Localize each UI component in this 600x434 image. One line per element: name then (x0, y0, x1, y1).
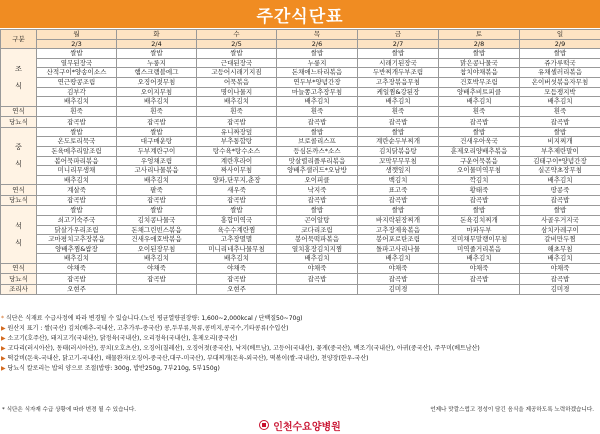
diet-cell: 흰죽 (277, 106, 358, 117)
menu-cell: 온이버섯볶음자무침 (520, 77, 600, 87)
diet-cell: 잡곡밥 (439, 195, 520, 206)
header-date: 2/5 (197, 39, 277, 49)
menu-body (1, 49, 600, 295)
menu-cell: 배추김치 (358, 97, 439, 107)
note-line (1, 324, 599, 334)
diet-cell: 잡곡밥 (277, 117, 358, 128)
menu-cell: 두반찌개두부조림 (358, 68, 439, 78)
menu-cell: 배추김치 (439, 97, 520, 107)
menu-row (1, 137, 600, 147)
footer-message: 언제나 맛깔스럽고 정성이 담긴 음식을 제공하도록 노력하겠습니다. (430, 407, 594, 413)
menu-cell: 어묵볶음 (197, 77, 277, 87)
menu-row (1, 127, 600, 137)
menu-row (1, 254, 600, 264)
menu-cell: 돌파고사리나물 (358, 244, 439, 254)
diet-cell: 잡곡밥 (197, 274, 277, 285)
menu-cell: 오이지무침 (117, 87, 197, 97)
diet-cell: 계살죽 (37, 185, 117, 196)
row-category: 연식 (1, 106, 37, 117)
diet-cell: 잡곡밥 (37, 117, 117, 128)
diet-cell: 흰죽 (117, 106, 197, 117)
menu-cell: 쌀밥 (358, 206, 439, 216)
diet-cell: 잡곡밥 (197, 117, 277, 128)
row-category: 당뇨식 (1, 274, 37, 285)
diet-cell: 야채죽 (520, 263, 600, 274)
diet-cell: 야채죽 (37, 263, 117, 274)
special-diet-row (1, 195, 600, 206)
menu-cell: 쌀밥 (439, 127, 520, 137)
menu-cell: 쌀밥 (439, 49, 520, 59)
menu-cell: 쌀밥 (520, 49, 600, 59)
note-bullet-icon: ▶ (1, 325, 6, 332)
note-text: 떡갈비(돈육-국내산, 닭고기-국내산), 해물완자(오징어-중국산,대구-미국산), 부대찌개(돈육-외국산), 떡볶이(쌀-국내산), 천양장(한우-국산) (7, 355, 369, 362)
header-date: 2/7 (358, 39, 439, 49)
menu-cell: 진미채무말랭이무침 (439, 235, 520, 245)
hospital-brand (0, 417, 600, 433)
menu-cell: 돈채애느타리볶음 (277, 68, 358, 78)
diet-cell: 잡곡밥 (520, 274, 600, 285)
menu-cell: 배추김치 (277, 254, 358, 264)
menu-cell: 쌀밥 (197, 49, 277, 59)
menu-cell: 온도토리묵국 (37, 137, 117, 147)
menu-cell: 김치닭볶음탕 (358, 146, 439, 156)
menu-cell: 돈육메추리알조림 (37, 146, 117, 156)
menu-cell: 누룽지 (277, 58, 358, 68)
diet-cell: 잡곡밥 (197, 195, 277, 206)
notes (1, 314, 599, 374)
menu-row (1, 215, 600, 225)
diet-cell: 야채죽 (439, 263, 520, 274)
header-date-row (1, 39, 600, 49)
menu-cell: 배추김치 (37, 254, 117, 264)
menu-cell: 양배추샐러드*오남방 (277, 166, 358, 176)
menu-cell: 양배추비트피클 (439, 87, 520, 97)
menu-row (1, 146, 600, 156)
menu-row (1, 58, 600, 68)
menu-cell: 산적구이*양송이소스 (37, 68, 117, 78)
row-category: 당뇨식 (1, 117, 37, 128)
diet-cell: 흰죽 (37, 106, 117, 117)
menu-row (1, 87, 600, 97)
note-text: 원산지 표기 : 쌀(국산) 김치(배추-국내산, 고추가루-중국산) 콩,두부류,묵류,콩비지,콩국수,기타콩류(수입산) (7, 325, 289, 332)
cook-name (117, 284, 197, 295)
menu-cell: 배추김치 (439, 254, 520, 264)
menu-cell: 꼬막무무무침 (358, 156, 439, 166)
cook-row (1, 284, 600, 295)
cook-name (277, 284, 358, 295)
header-day: 금 (358, 30, 439, 40)
menu-cell: 쌀밥 (37, 206, 117, 216)
diet-cell: 잡곡밥 (520, 195, 600, 206)
menu-cell: 쌀밥 (358, 49, 439, 59)
menu-cell: 미니리무생채 (37, 166, 117, 176)
hospital-name: 인천수요양병원 (273, 421, 341, 433)
menu-cell: 해초무침 (520, 244, 600, 254)
note-bullet-icon: ▶ (1, 355, 6, 362)
special-diet-row (1, 106, 600, 117)
header-day: 일 (520, 30, 600, 40)
menu-cell: 고추장제육볶음 (358, 225, 439, 235)
diet-cell: 낙지죽 (277, 185, 358, 196)
cook-name: 오현주 (37, 284, 117, 295)
diet-cell: 잡곡밥 (358, 117, 439, 128)
special-diet-row (1, 263, 600, 274)
diet-cell: 팥죽 (117, 185, 197, 196)
menu-row (1, 244, 600, 254)
cook-name (439, 284, 520, 295)
menu-row (1, 175, 600, 185)
diet-cell: 흰죽 (197, 106, 277, 117)
menu-cell: 대구매운탕 (117, 137, 197, 147)
menu-cell: 김태구이*양념간장 (520, 156, 600, 166)
menu-cell: 김치콩나물국 (117, 215, 197, 225)
note-text: 소고기(호주산), 돼지고기(국내산), 닭정육(국내산), 오리정육(국내산), 훈제오리(중국산) (7, 335, 238, 342)
menu-cell: 홍합미역국 (197, 215, 277, 225)
menu-table (0, 29, 600, 295)
special-diet-row (1, 185, 600, 196)
header-label: 구분 (1, 30, 37, 49)
header-date: 2/3 (37, 39, 117, 49)
menu-cell: 쌀밥 (117, 206, 197, 216)
diet-cell: 새우죽 (197, 185, 277, 196)
menu-cell: 부추제란말이 (520, 146, 600, 156)
menu-cell: 배추김치 (197, 97, 277, 107)
menu-cell: 깍김치 (439, 175, 520, 185)
header-day: 토 (439, 30, 520, 40)
menu-cell: 실곤약초장무침 (520, 166, 600, 176)
menu-cell: 삼치카레구이 (520, 225, 600, 235)
diet-cell: 흰죽 (520, 106, 600, 117)
menu-cell: 참치야채볶음 (439, 68, 520, 78)
menu-cell: 쌀밥 (277, 206, 358, 216)
diet-cell: 야채죽 (197, 263, 277, 274)
diet-cell: 땅콩죽 (520, 185, 600, 196)
menu-cell: 오이물미역무침 (439, 166, 520, 176)
special-diet-row (1, 117, 600, 128)
menu-cell: 햄스크램블에그 (117, 68, 197, 78)
menu-cell: 갈비만두찜 (520, 235, 600, 245)
diet-cell: 잡곡밥 (358, 195, 439, 206)
diet-cell: 잡곡밥 (277, 274, 358, 285)
diet-cell: 잡곡밥 (117, 117, 197, 128)
menu-cell: 맛살렬리플루리볶음 (277, 156, 358, 166)
diet-cell: 흰죽 (358, 106, 439, 117)
row-category: 당뇨식 (1, 195, 37, 206)
menu-cell: 연근땅콩조림 (37, 77, 117, 87)
menu-cell: 코다리조림 (277, 225, 358, 235)
menu-cell: 유니짜장덮 (197, 127, 277, 137)
menu-cell: 쌀밥 (520, 206, 600, 216)
menu-cell: 훈제오리양배추볶음 (439, 146, 520, 156)
cook-name: 오현주 (197, 284, 277, 295)
menu-cell: 부추통합탕 (197, 137, 277, 147)
menu-cell: 고마평치고추장볶음 (37, 235, 117, 245)
note-bullet-icon: * (1, 315, 4, 322)
menu-cell: 등심돈까스*소스 (277, 146, 358, 156)
menu-cell: 고추장볶음무침 (358, 77, 439, 87)
note-line (1, 314, 599, 324)
menu-cell: 양파,단무지,춘장 (197, 175, 277, 185)
menu-cell: 육수수계란찜 (197, 225, 277, 235)
menu-row (1, 206, 600, 216)
menu-cell: 계란순두부찌개 (358, 137, 439, 147)
menu-cell: 고추장멸멸 (197, 235, 277, 245)
menu-cell: 쌀밥 (117, 127, 197, 137)
menu-cell: 생깻잎지 (358, 166, 439, 176)
header-date: 2/8 (439, 39, 520, 49)
diet-cell: 잡곡밥 (520, 117, 600, 128)
menu-cell: 쌀밥 (277, 49, 358, 59)
note-line (1, 364, 599, 374)
menu-cell: 브로콜리스프 (277, 137, 358, 147)
hospital-logo-icon (259, 420, 269, 430)
menu-cell: 맑은콩나물국 (439, 58, 520, 68)
header-day-row (1, 30, 600, 40)
menu-header (1, 30, 600, 49)
menu-cell: 쌀밥 (37, 49, 117, 59)
header-day: 월 (37, 30, 117, 40)
note-line (1, 344, 599, 354)
menu-cell: 배추김치 (117, 97, 197, 107)
menu-cell: 곤이알탕 (277, 215, 358, 225)
diet-cell: 잡곡밥 (277, 195, 358, 206)
menu-cell: 김부각 (37, 87, 117, 97)
menu-cell: 바지락된장찌개 (358, 215, 439, 225)
menu-cell: 배추김치 (37, 175, 117, 185)
menu-cell: 계란후라이 (197, 156, 277, 166)
menu-cell: 열치홍장김치지찜 (277, 244, 358, 254)
menu-cell: 배추김치 (520, 97, 600, 107)
note-bullet-icon: ▶ (1, 345, 6, 352)
page-title: 주간식단표 (256, 6, 344, 27)
diet-cell: 잡곡밥 (37, 195, 117, 206)
menu-cell: 배추김치 (197, 254, 277, 264)
menu-cell: 쌀밥 (520, 127, 600, 137)
row-category: 조리사 (1, 284, 37, 295)
menu-cell: 우엉채조림 (117, 156, 197, 166)
diet-cell: 잡곡밥 (439, 117, 520, 128)
note-text: 당뇨식 칼로리는 밥의 양으로 조절(밥량: 300g, 밥반250g, 7부210g, 5부150g) (7, 365, 220, 372)
menu-cell: 마늘쫑고추장무침 (277, 87, 358, 97)
menu-cell: 모듬쟁지박 (520, 87, 600, 97)
note-text: 고다리(러시아산), 동태(러시아산), 꽁치(오호츠산), 오징어(칠레산), 오징어젓(중국산), 낙지(베트남), 고등어(국내산), 꽃게(중국산), 백조기(국내산), 아귀(중국산), 주꾸미(베트남산) (7, 345, 480, 352)
menu-cell: 미역줄거리볶음 (439, 244, 520, 254)
diet-cell: 황태죽 (439, 185, 520, 196)
menu-cell: 고사리나물볶음 (117, 166, 197, 176)
menu-cell: 배추김치 (277, 97, 358, 107)
menu-cell: 명이나물지 (197, 87, 277, 97)
row-category: 연식 (1, 185, 37, 196)
menu-cell: 구운어묵볶음 (439, 156, 520, 166)
meal-category: 조 식 (1, 49, 37, 107)
menu-cell: 배추김치 (358, 254, 439, 264)
diet-cell: 표고죽 (358, 185, 439, 196)
menu-cell: 배추김치 (117, 175, 197, 185)
menu-cell: 케일찜&강된장 (358, 87, 439, 97)
menu-cell: 쌀밥 (277, 127, 358, 137)
menu-cell: 건호박무조림 (439, 77, 520, 87)
menu-cell: 고등어시래기지짐 (197, 68, 277, 78)
menu-cell: 배추김치 (37, 97, 117, 107)
header-day: 목 (277, 30, 358, 40)
menu-cell: 배추김치 (520, 254, 600, 264)
menu-cell: 배추김치 (520, 175, 600, 185)
diet-cell: 잡곡밥 (358, 274, 439, 285)
diet-cell: 잡곡밥 (439, 274, 520, 285)
menu-cell: 사골우거지국 (520, 215, 600, 225)
diet-cell: 잡곡밥 (117, 274, 197, 285)
diet-cell: 잡곡밥 (37, 274, 117, 285)
note-bullet-icon: ▶ (1, 365, 6, 372)
title-bar (0, 0, 600, 28)
header-day: 화 (117, 30, 197, 40)
menu-row (1, 166, 600, 176)
menu-row (1, 77, 600, 87)
header-date: 2/9 (520, 39, 600, 49)
menu-cell: 유채셀러리볶음 (520, 68, 600, 78)
note-text: 식단은 식재료 수급사정에 따라 변경될 수 있습니다.(노인 평균열량권장량: 1,600~2,000kcal / 단백질50~70g) (5, 315, 303, 322)
menu-cell: 탕수육*탕수소스 (197, 146, 277, 156)
menu-row (1, 49, 600, 59)
menu-cell: 쥬가루떡국 (520, 58, 600, 68)
menu-cell: 짜사이무침 (197, 166, 277, 176)
menu-cell: 봉어포로탄조림 (358, 235, 439, 245)
cook-name: 김미경 (520, 284, 600, 295)
menu-cell: 백김치 (358, 175, 439, 185)
cook-name: 김미경 (358, 284, 439, 295)
meal-category: 중 식 (1, 127, 37, 185)
menu-cell: 건새우아욱국 (439, 137, 520, 147)
footer-disclaimer: * 식단은 식자재 수급 상황에 따라 변경 될 수 있습니다. (2, 407, 137, 413)
menu-cell: 돈육김치찌개 (439, 215, 520, 225)
diet-cell: 야채죽 (277, 263, 358, 274)
note-line (1, 354, 599, 364)
menu-cell: 오이피클 (277, 175, 358, 185)
header-date: 2/4 (117, 39, 197, 49)
menu-cell: 열무된장국 (37, 58, 117, 68)
menu-row (1, 156, 600, 166)
header-day: 수 (197, 30, 277, 40)
note-bullet-icon: ▶ (1, 335, 6, 342)
menu-cell: 오징어젓무침 (117, 77, 197, 87)
menu-cell: 봄어묵파리볶음 (37, 156, 117, 166)
header-date: 2/6 (277, 39, 358, 49)
menu-cell: 배추김치 (117, 254, 197, 264)
menu-cell: 오이된장무침 (117, 244, 197, 254)
menu-cell: 돈채그린빈스볶음 (117, 225, 197, 235)
meal-category: 석 식 (1, 206, 37, 264)
special-diet-row (1, 274, 600, 285)
diet-cell: 야채죽 (358, 263, 439, 274)
menu-cell: 봉어묵떡파볶음 (277, 235, 358, 245)
footer-line (0, 405, 600, 415)
menu-cell: 연두부*양념간장 (277, 77, 358, 87)
menu-cell: 근대된장국 (197, 58, 277, 68)
menu-cell: 미니리네추나물무침 (197, 244, 277, 254)
menu-cell: 두부계란구이 (117, 146, 197, 156)
menu-row (1, 97, 600, 107)
menu-cell: 닭살가우리조림 (37, 225, 117, 235)
menu-cell: 누룽지 (117, 58, 197, 68)
menu-cell: 양배추찜&쌈장 (37, 244, 117, 254)
menu-cell: 쌀밥 (358, 127, 439, 137)
menu-cell: 시래기된장국 (358, 58, 439, 68)
menu-cell: 쇠고기숙주국 (37, 215, 117, 225)
diet-cell: 야채죽 (117, 263, 197, 274)
menu-row (1, 225, 600, 235)
menu-cell: 쌀밥 (117, 49, 197, 59)
menu-cell: 비지찌개 (520, 137, 600, 147)
row-category: 연식 (1, 263, 37, 274)
diet-cell: 잡곡밥 (117, 195, 197, 206)
menu-cell: 마파두부 (439, 225, 520, 235)
menu-cell: 쌀밥 (197, 206, 277, 216)
note-line (1, 334, 599, 344)
menu-row (1, 235, 600, 245)
menu-cell: 건새우애호박볶음 (117, 235, 197, 245)
menu-cell: 쌀밥 (37, 127, 117, 137)
diet-cell: 흰죽 (439, 106, 520, 117)
menu-row (1, 68, 600, 78)
menu-cell: 쌀밥 (439, 206, 520, 216)
